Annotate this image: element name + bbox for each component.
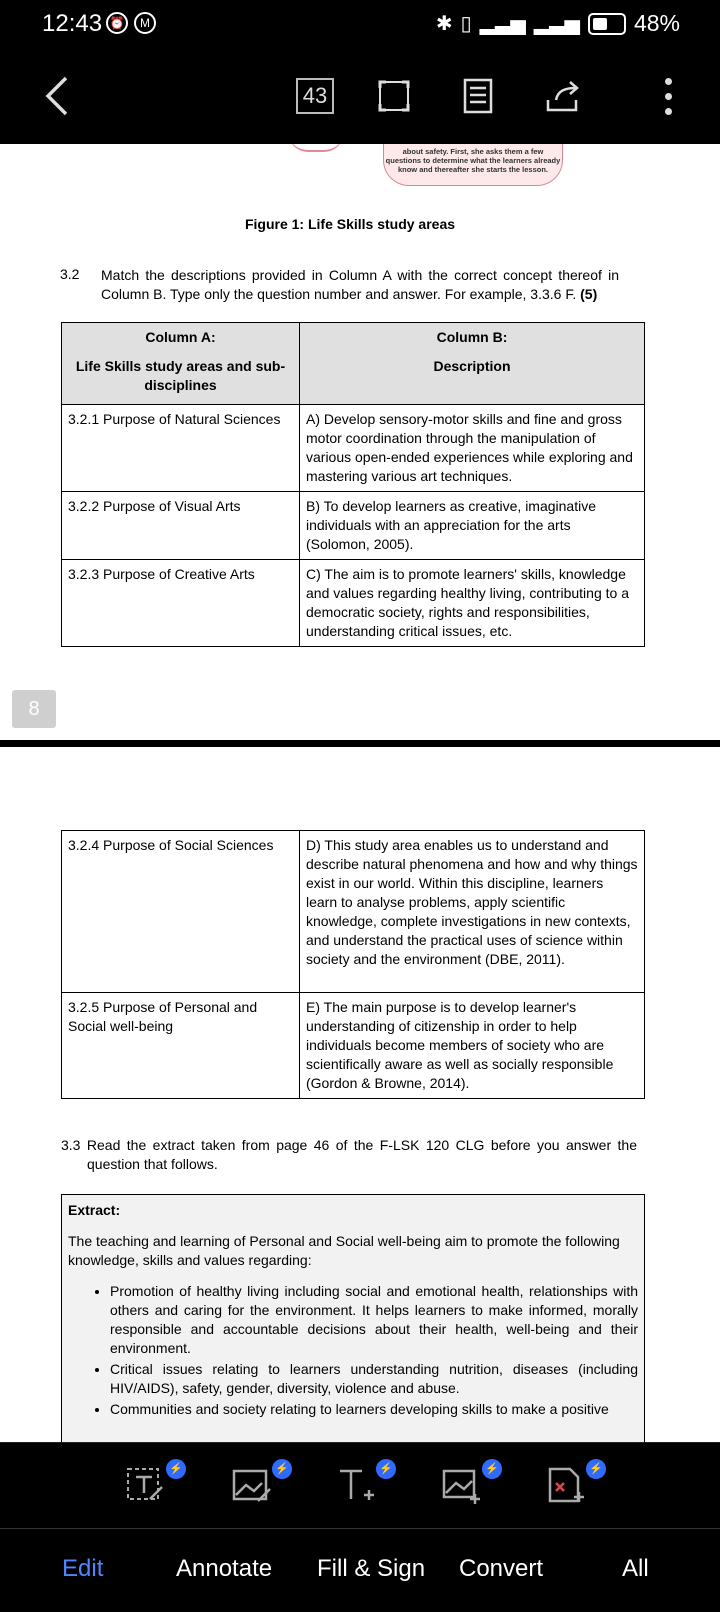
fit-screen-icon[interactable] — [374, 76, 414, 116]
bluetooth-icon: ✱ — [435, 13, 453, 35]
sign-document-icon — [546, 1465, 586, 1505]
list-item: • Promotion of healthy living including social and emotional health, relationships with others and caring for the environment. It helps learners to make informed, morally responsible and accountable decisions about their health, well-being and their environment. — [110, 1282, 638, 1358]
table-row — [62, 405, 645, 492]
reading-mode-icon[interactable] — [458, 76, 498, 116]
premium-bolt-icon: ⚡ — [272, 1459, 292, 1479]
status-time: 12:43 — [42, 10, 103, 37]
sign-document-tool[interactable] — [546, 1463, 603, 1509]
top-toolbar — [0, 48, 720, 144]
column-a-title: Column A: — [145, 329, 216, 345]
m-notification-icon: M — [134, 12, 156, 34]
edit-tools-bar — [0, 1442, 720, 1528]
battery-percent: 48% — [633, 10, 680, 36]
nav-convert[interactable]: Convert — [459, 1555, 544, 1582]
question-body: Match the descriptions provided in Column A with the correct concept thereof in Column B. Type only the question number and answer. For example, 3.3.6 F. — [101, 267, 619, 302]
share-icon[interactable] — [544, 76, 584, 116]
extract-box — [61, 1194, 645, 1442]
alarm-icon: ⏰ — [106, 12, 128, 34]
premium-bolt-icon: ⚡ — [166, 1459, 186, 1479]
premium-bolt-icon: ⚡ — [376, 1459, 396, 1479]
match-table-page1 — [61, 322, 645, 647]
vibrate-icon: ▯ — [460, 13, 472, 35]
edit-text-icon — [126, 1465, 166, 1505]
nav-all[interactable]: All — [622, 1555, 649, 1582]
extract-title: Extract: — [68, 1202, 121, 1218]
table-cell: D) This study area enables us to understand and describe natural phenomena and how and why things exist in our world. Within this discipline, learners learn to analyse problems, apply scientific knowledge, complete investigations in new contexts, and understand the practical uses of science within society and the environment (DBE, 2011). — [300, 831, 645, 993]
page-count-button[interactable]: 43 — [296, 78, 334, 114]
signal-icon: ▂▃▅ — [533, 13, 580, 35]
table-cell: 3.2.1 Purpose of Natural Sciences — [62, 405, 300, 492]
question-marks: (5) — [580, 286, 598, 302]
document-viewer[interactable] — [0, 144, 720, 1442]
list-item: • Communities and society relating to learners developing skills to make a positive — [110, 1400, 638, 1419]
add-text-icon — [336, 1465, 376, 1505]
table-cell: 3.2.5 Purpose of Personal and Social well-being — [62, 993, 300, 1099]
table-cell: 3.2.3 Purpose of Creative Arts — [62, 560, 300, 647]
table-row — [62, 993, 645, 1099]
extract-list — [68, 1282, 638, 1419]
figure-callout: about safety. First, she asks them a few questions to determine what the learners already know and thereafter she starts the lesson. — [383, 144, 563, 186]
figure-shape — [288, 144, 344, 152]
extract-intro: The teaching and learning of Personal and Social well-being aim to promote the following knowledge, skills and values regarding: — [68, 1233, 620, 1268]
nav-edit[interactable]: Edit — [62, 1555, 104, 1582]
status-left-icons — [106, 12, 156, 34]
table-cell: C) The aim is to promote learners' skills, knowledge and values regarding healthy living, contributing to a democratic society, rights and responsibilities, understanding critical issues, etc. — [300, 560, 645, 647]
column-b-subtitle: Description — [433, 358, 511, 374]
more-icon[interactable] — [660, 74, 676, 120]
table-cell: 3.2.4 Purpose of Social Sciences — [62, 831, 300, 993]
column-b-header — [300, 323, 645, 405]
page-separator — [0, 740, 720, 747]
edit-text-tool[interactable] — [126, 1463, 183, 1509]
column-a-header — [62, 323, 300, 405]
match-table-page2 — [61, 830, 645, 1099]
premium-bolt-icon: ⚡ — [586, 1459, 606, 1479]
edit-image-tool[interactable] — [232, 1463, 289, 1509]
back-icon[interactable] — [38, 74, 78, 118]
column-a-subtitle: Life Skills study areas and sub-disciplines — [75, 358, 286, 393]
table-cell: B) To develop learners as creative, imaginative individuals with an appreciation for the arts (Solomon, 2005). — [300, 492, 645, 560]
page-number-badge: 8 — [12, 690, 56, 728]
add-image-icon — [442, 1465, 482, 1505]
premium-bolt-icon: ⚡ — [482, 1459, 502, 1479]
column-b-title: Column B: — [436, 329, 508, 345]
status-right — [436, 10, 680, 37]
table-row — [62, 831, 645, 993]
status-bar — [0, 0, 720, 48]
add-text-tool[interactable] — [336, 1463, 393, 1509]
figure-caption: Figure 1: Life Skills study areas — [244, 216, 456, 232]
question-number: 3.2 — [60, 266, 80, 282]
nav-annotate[interactable]: Annotate — [176, 1555, 273, 1582]
bottom-nav — [0, 1528, 720, 1612]
battery-icon — [588, 13, 626, 35]
question-3-3-text: 3.3 Read the extract taken from page 46 of the F-LSK 120 CLG before you answer the question that follows. — [61, 1137, 637, 1172]
add-image-tool[interactable] — [442, 1463, 499, 1509]
table-row — [62, 492, 645, 560]
table-cell: E) The main purpose is to develop learner's understanding of citizenship in order to help individuals become members of society who are scientifically aware as well as socially responsible (Gordon & Browne, 2014). — [300, 993, 645, 1099]
table-cell: 3.2.2 Purpose of Visual Arts — [62, 492, 300, 560]
list-item: • Critical issues relating to learners understanding nutrition, diseases (including HIV/AIDS), safety, gender, diversity, violence and abuse. — [110, 1360, 638, 1398]
signal-icon: ▂▃▅ — [479, 13, 526, 35]
edit-image-icon — [232, 1465, 272, 1505]
nav-fill-sign[interactable]: Fill & Sign — [317, 1555, 426, 1582]
table-row — [62, 560, 645, 647]
question-text — [101, 266, 619, 304]
table-cell: A) Develop sensory-motor skills and fine and gross motor coordination through the manipulation of various open-ended experiences while exploring and mastering various art techniques. — [300, 405, 645, 492]
table-header-row — [62, 323, 645, 405]
